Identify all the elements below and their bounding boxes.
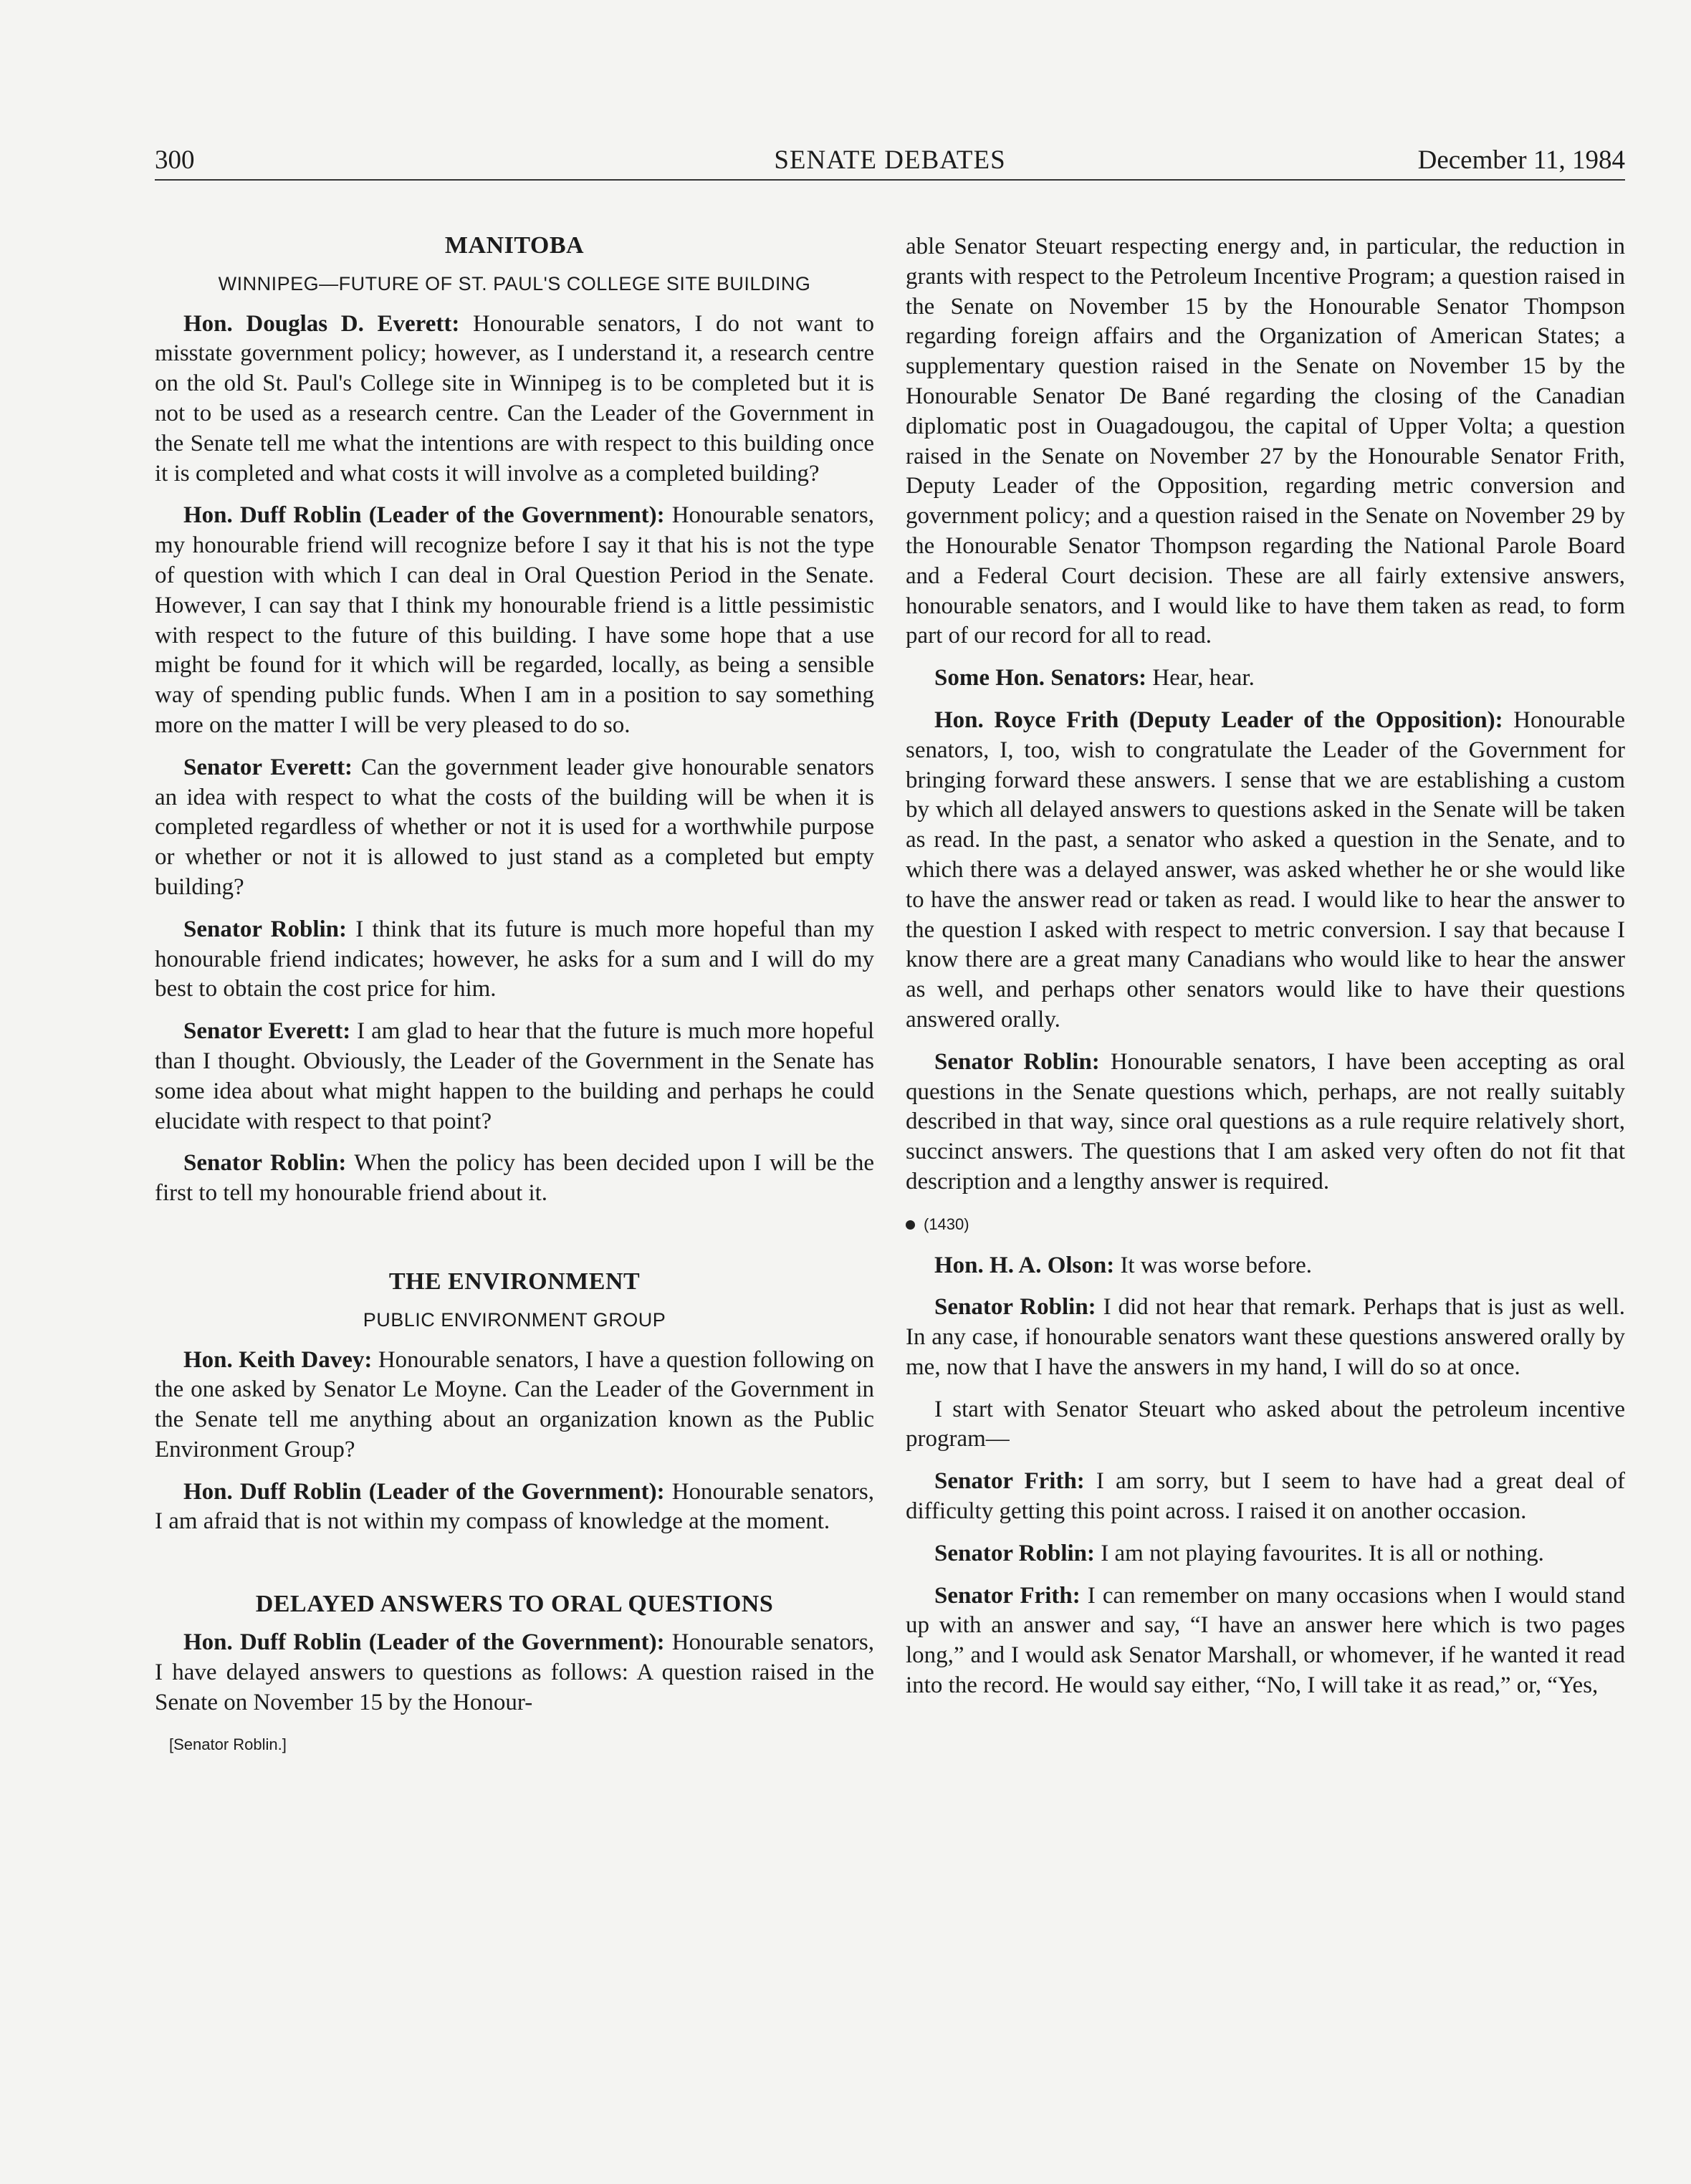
- paragraph-text: Honourable senators, I have been accepting as oral questions in the Senate questions which, perhaps, are not really suitably described in that way, since oral questions as a rule require relatively short, succinct answers. The questions that I am asked very often do not fit that description and a lengthy answer is required.: [906, 1048, 1625, 1194]
- time-marker-text: (1430): [924, 1215, 969, 1233]
- speaker-name: Senator Frith:: [934, 1582, 1081, 1609]
- paragraph: [155, 1477, 874, 1538]
- paragraph: [155, 915, 874, 1005]
- section-title-manitoba: MANITOBA: [444, 232, 585, 259]
- paragraph: [906, 1395, 1625, 1455]
- paragraph-text: Honourable senators, I have a question following on the one asked by Senator Le Moyne. Can the Leader of the Government in the Senate tell me anything about an organization known as the Public Environment Group?: [155, 1346, 874, 1462]
- speaker-name: Hon. Royce Frith (Deputy Leader of the Opposition):: [934, 707, 1503, 733]
- section-spacer: [155, 1221, 874, 1267]
- paragraph-text: Honourable senators, I am afraid that is not within my compass of knowledge at the moment.: [155, 1478, 874, 1535]
- paragraph: [906, 706, 1625, 1035]
- paragraph: [155, 1628, 874, 1718]
- paragraph: [155, 501, 874, 740]
- paragraph-text: I did not hear that remark. Perhaps that is just as well. In any case, if honourable senators want these questions answered orally by me, now that I have the answers in my hand, I will do so at once.: [906, 1294, 1625, 1380]
- paragraph: [906, 1467, 1625, 1527]
- section-subtitle-winnipeg: WINNIPEG—FUTURE OF ST. PAUL'S COLLEGE SITE BUILDING: [218, 272, 811, 294]
- speaker-name: Hon. H. A. Olson:: [934, 1252, 1115, 1278]
- header-date: December 11, 1984: [1417, 145, 1625, 175]
- paragraph-text: I am sorry, but I seem to have had a great deal of difficulty getting this point across. I raised it on another occasion.: [906, 1468, 1626, 1525]
- paragraph-text: It was worse before.: [1114, 1252, 1313, 1278]
- speaker-name: Hon. Duff Roblin (Leader of the Government):: [183, 1478, 665, 1505]
- paragraph-text: Honourable senators, I do not want to misstate government policy; however, as I understand it, a research centre on the old St. Paul's College site in Winnipeg is to be completed but it is not to be used as a research centre. Can the Leader of the Government in the Senate tell me what the intentions are with respect to this building once it is completed and what costs it will involve as a completed building?: [155, 310, 874, 487]
- paragraph-text: Honourable senators, my honourable friend will recognize before I say it that his is not the type of question with which I can deal in Oral Question Period in the Senate. However, I can say that I think my honourable friend is a little pessimistic with respect to the future of this building. I have some hope that a use might be found for it which will be regarded, locally, as being a sensible way of spending public funds. When I am in a position to say something more on the matter I will be very pleased to do so.: [155, 502, 874, 738]
- page-number: 300: [155, 145, 195, 175]
- speaker-name: Some Hon. Senators:: [934, 665, 1147, 691]
- paragraph-text: When the policy has been decided upon I will be the first to tell my honourable friend about it.: [155, 1150, 874, 1207]
- paragraph: [906, 1251, 1625, 1281]
- paragraph: [155, 1017, 874, 1136]
- speaker-name: Senator Roblin:: [183, 1150, 347, 1177]
- speaker-name: Senator Roblin:: [934, 1048, 1100, 1075]
- paragraph-text: I can remember on many occasions when I would stand up with an answer and say, “I have an answer here which is two pages long,” and I would ask Senator Marshall, or whomever, if he wanted it read into the record. He would say either, “No, I will take it as read,” or, “Yes,: [906, 1582, 1625, 1699]
- paragraph-text: Honourable senators, I have delayed answers to questions as follows: A question raised in the Senate on November 15 by the Honour-: [155, 1629, 874, 1715]
- paragraph: [906, 1539, 1625, 1569]
- paragraph-text: Hear, hear.: [1146, 665, 1255, 691]
- paragraph-text: I am glad to hear that the future is much more hopeful than I thought. Obviously, the Leader of the Government in the Senate has some idea about what might happen to the building and perhaps he could elucidate with respect to that point?: [155, 1018, 875, 1134]
- speaker-name: Senator Everett:: [183, 754, 353, 780]
- bullet-icon: [906, 1220, 915, 1230]
- paragraph: [155, 1346, 874, 1465]
- paragraph: [155, 753, 874, 903]
- speaker-name: Senator Roblin:: [934, 1540, 1096, 1566]
- right-column: [906, 232, 1625, 1713]
- paragraph-text: able Senator Steuart respecting energy and, in particular, the reduction in grants with respect to the Petroleum Incentive Program; a question raised in the Senate on November 15 by the Honourable Senator Thompson regarding foreign affairs and the Organization of American States; a supplementary question raised in the Senate on November 15 by the Honourable Senator De Bané regarding the closing of the Canadian diplomatic post in Ouagadougou, the capital of Upper Volta; a question raised in the Senate on November 27 by the Honourable Senator Frith, Deputy Leader of the Opposition, regarding metric conversion and government policy; and a question raised in the Senate on November 29 by the Honourable Senator Thompson regarding the National Parole Board and a Federal Court decision. These are all fairly extensive answers, honourable senators, and I would like to have them taken as read, to form part of our record for all to read.: [906, 234, 1625, 649]
- speaker-footer-note: [Senator Roblin.]: [169, 1735, 287, 1754]
- speaker-name: Hon. Douglas D. Everett:: [183, 310, 460, 337]
- time-marker: [906, 1210, 1625, 1240]
- section-subtitle-public-environment-group: PUBLIC ENVIRONMENT GROUP: [363, 1308, 666, 1331]
- running-header: [155, 143, 1625, 181]
- paragraph-text: I start with Senator Steuart who asked about the petroleum incentive program—: [906, 1396, 1625, 1452]
- speaker-name: Senator Roblin:: [934, 1294, 1096, 1321]
- section-title-delayed-answers: DELAYED ANSWERS TO ORAL QUESTIONS: [255, 1591, 774, 1618]
- speaker-name: Senator Roblin:: [183, 916, 348, 942]
- speaker-name: Senator Everett:: [183, 1018, 351, 1045]
- speaker-name: Hon. Keith Davey:: [183, 1346, 373, 1373]
- paragraph-text: I think that its future is much more hopeful than my honourable friend indicates; however, he asks for a sum and I will do my best to obtain the cost price for him.: [155, 916, 874, 1002]
- paragraph: [155, 1149, 874, 1209]
- section-title-environment: THE ENVIRONMENT: [388, 1268, 641, 1295]
- paragraph-text: I am not playing favourites. It is all or nothing.: [1095, 1540, 1544, 1566]
- speaker-name: Hon. Duff Roblin (Leader of the Government):: [183, 1629, 665, 1656]
- speaker-name: Senator Frith:: [934, 1468, 1085, 1495]
- section-spacer: [155, 1549, 874, 1589]
- paragraph: [906, 1293, 1625, 1382]
- paragraph: [906, 664, 1625, 694]
- paragraph: [906, 1048, 1625, 1197]
- paragraph: [906, 1581, 1625, 1701]
- publication-title: SENATE DEBATES: [774, 145, 1006, 175]
- paragraph-text: Honourable senators, I, too, wish to congratulate the Leader of the Government for bringing forward these answers. I sense that we are establishing a custom by which all delayed answers to questions asked in the Senate will be taken as read. In the past, a senator who asked a question in the Senate, and to which there was a delayed answer, was asked whether he or she would like to have the answer read or taken as read. I would like to hear the answer to the question I asked with respect to metric conversion. I say that because I know there are a great many Canadians who would like to hear the answer as well, and perhaps other senators would like to have their questions answered orally.: [906, 707, 1625, 1033]
- paragraph-text: Can the government leader give honourable senators an idea with respect to what the costs of the building will be when it is completed regardless of whether or not it is used for a worthwhile purpose or whether or not it is allowed to just stand as a completed but empty building?: [155, 754, 874, 900]
- paragraph: [155, 310, 874, 489]
- left-column: [155, 231, 874, 1760]
- speaker-name: Hon. Duff Roblin (Leader of the Government):: [183, 502, 665, 529]
- paragraph-continued: [906, 232, 1625, 651]
